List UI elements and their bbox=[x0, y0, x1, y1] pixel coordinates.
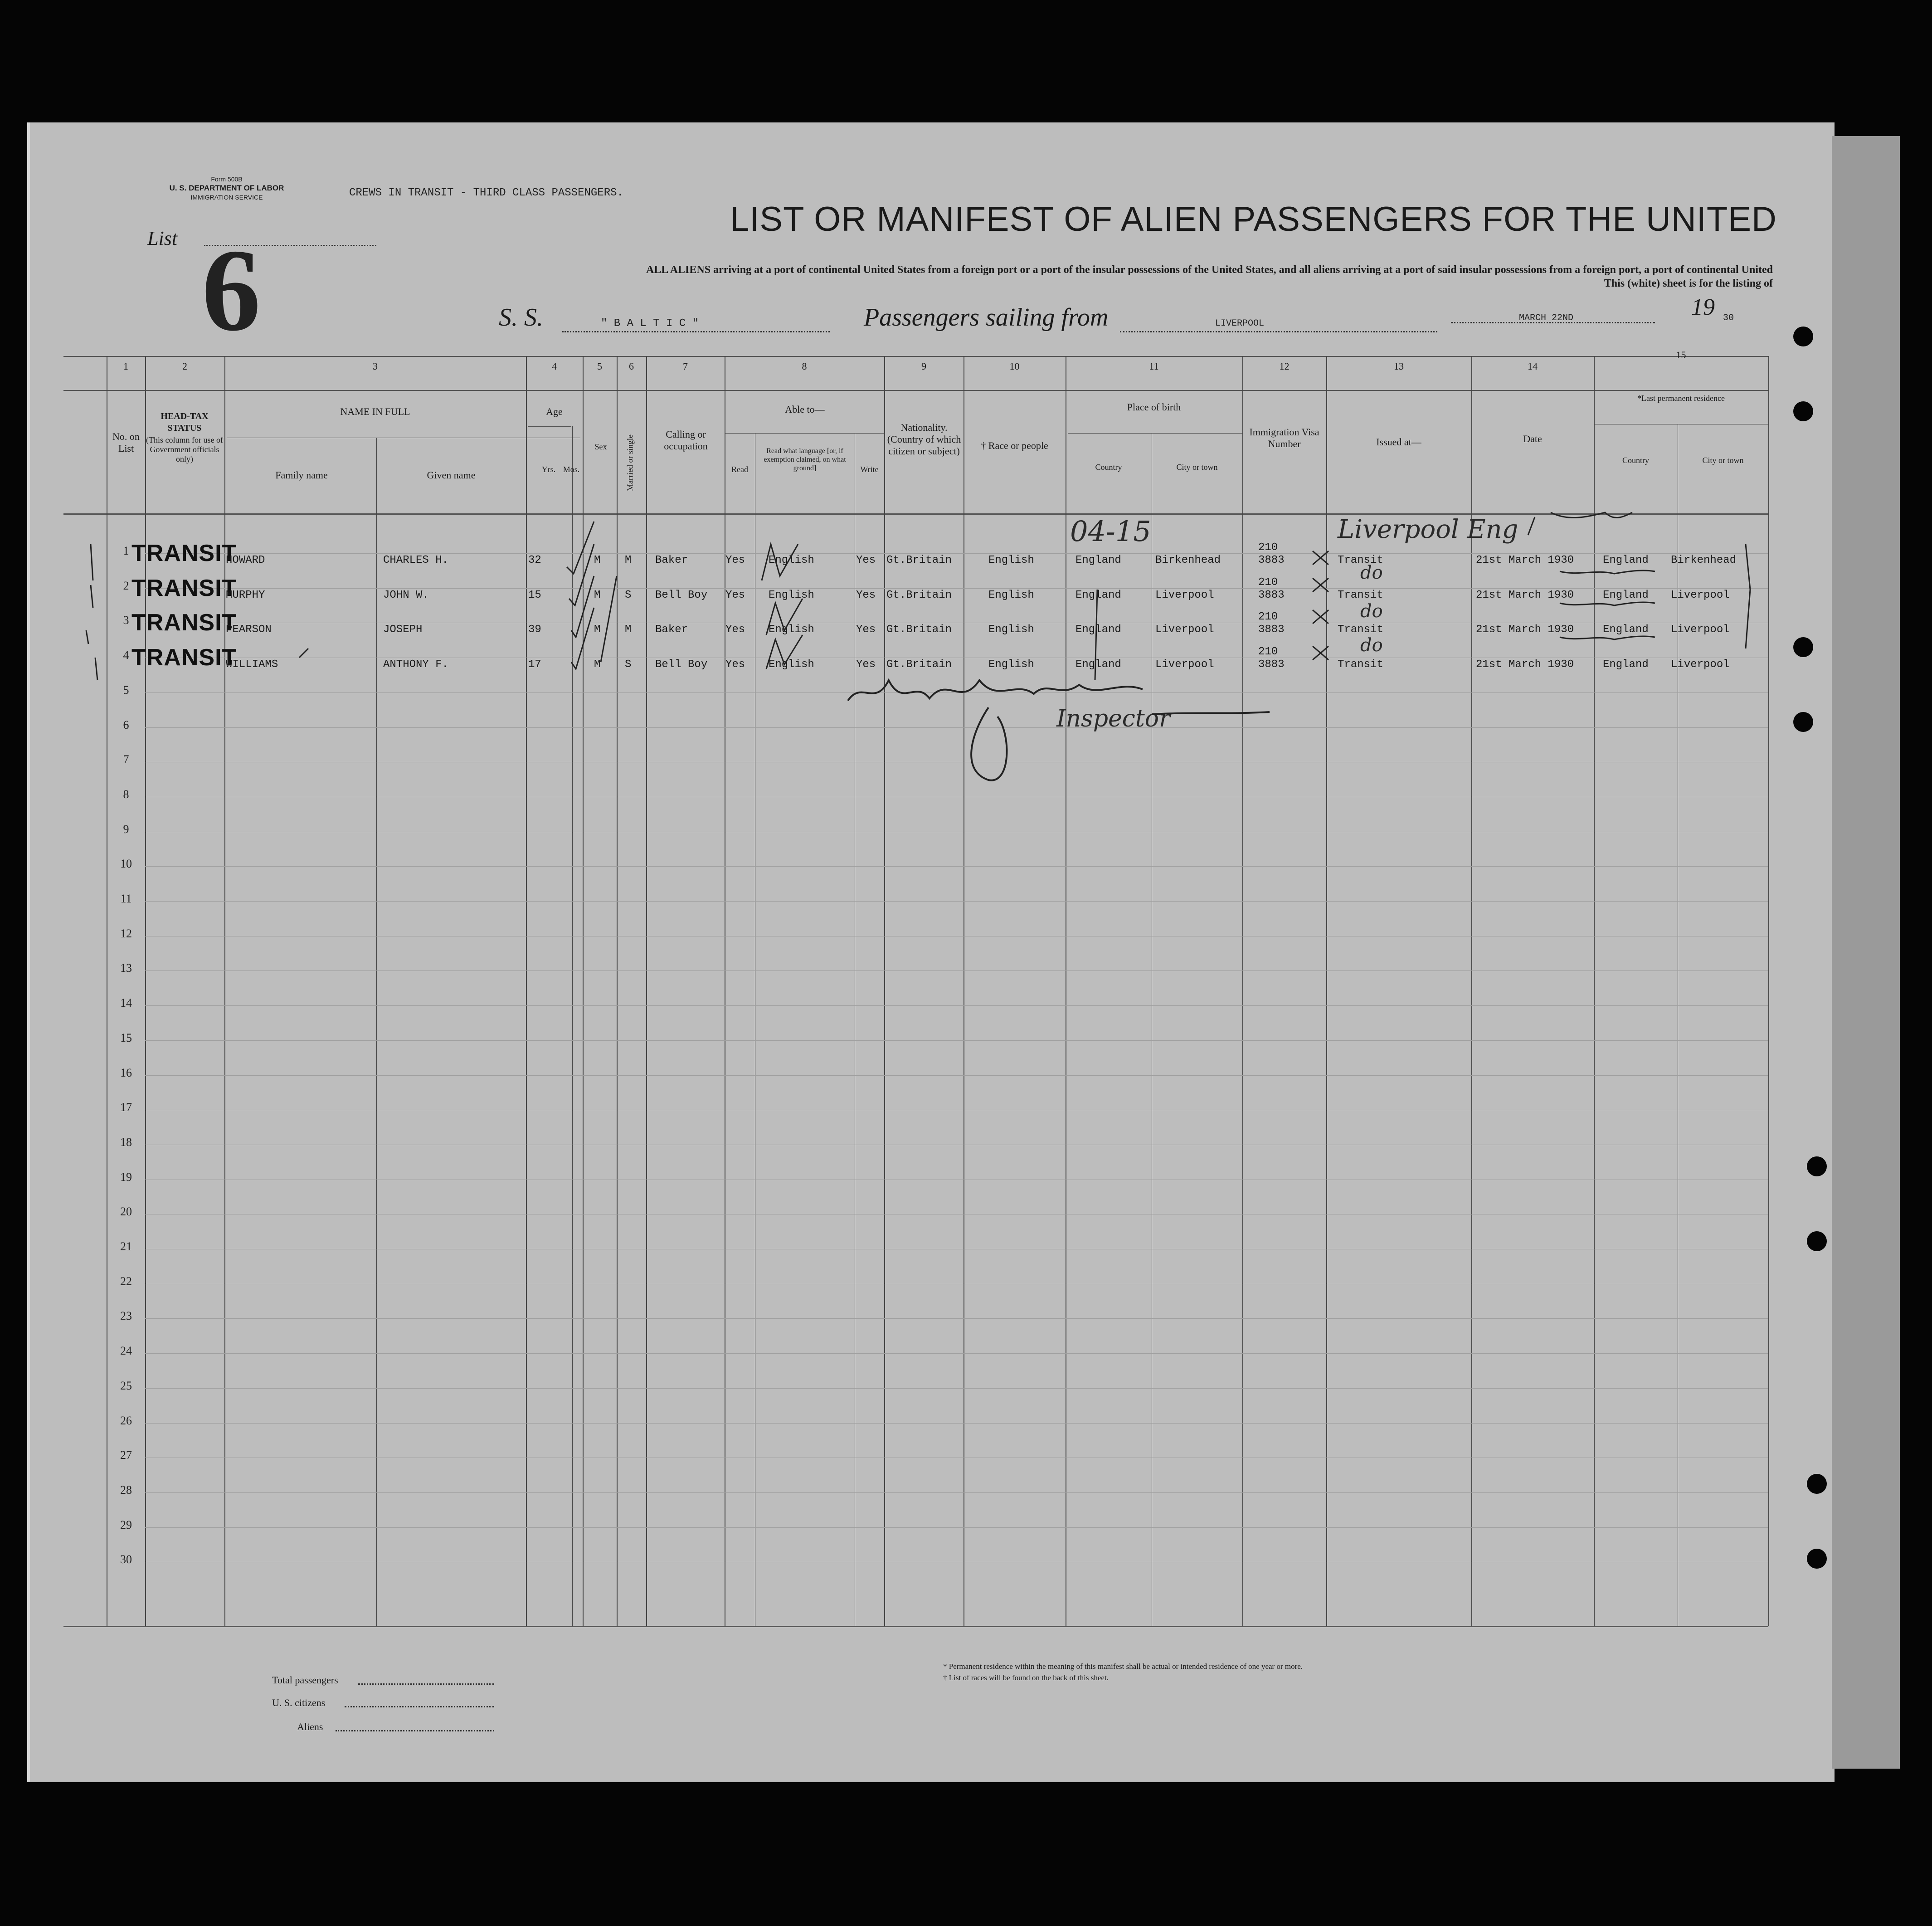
residence-country: England bbox=[1603, 624, 1649, 636]
occupation: Baker bbox=[655, 554, 688, 566]
row-number: 7 bbox=[123, 753, 129, 766]
birth-city: Liverpool bbox=[1155, 624, 1214, 636]
year-prefix: 19 bbox=[1691, 294, 1715, 320]
hdr-name-in-full: NAME IN FULL bbox=[340, 406, 410, 417]
row-number: 6 bbox=[123, 718, 129, 731]
colnum-3: 3 bbox=[373, 361, 378, 372]
ship-name: " B A L T I C " bbox=[601, 317, 699, 330]
row-number: 12 bbox=[120, 926, 132, 940]
sex: M bbox=[594, 624, 601, 636]
hdr-head-tax: HEAD-TAX STATUS bbox=[161, 411, 209, 433]
birth-city: Liverpool bbox=[1155, 658, 1214, 671]
read-language: English bbox=[769, 658, 814, 671]
issued-at: Transit bbox=[1338, 624, 1383, 636]
family-name: PEARSON bbox=[226, 624, 272, 636]
list-label: List bbox=[147, 227, 178, 249]
can-read: Yes bbox=[725, 589, 745, 601]
row-number: 21 bbox=[120, 1240, 132, 1253]
row-number: 10 bbox=[120, 857, 132, 871]
hdr-read-language: Read what language [or, if exemption claimed, on what ground] bbox=[764, 447, 846, 472]
signature-scrawl bbox=[848, 680, 1270, 780]
colnum-5: 5 bbox=[597, 361, 602, 372]
row-number: 22 bbox=[120, 1274, 132, 1288]
row-number: 26 bbox=[120, 1414, 132, 1427]
us-citizens-label: U. S. citizens bbox=[272, 1697, 326, 1708]
total-passengers-line bbox=[358, 1683, 494, 1685]
sex: M bbox=[594, 589, 601, 601]
tick-marks bbox=[86, 512, 1750, 680]
birth-city: Birkenhead bbox=[1155, 554, 1221, 566]
row-number: 20 bbox=[120, 1205, 132, 1219]
service: IMMIGRATION SERVICE bbox=[190, 194, 263, 201]
given-name: JOHN W. bbox=[383, 589, 429, 601]
race: English bbox=[988, 554, 1034, 566]
residence-city: Birkenhead bbox=[1671, 554, 1737, 566]
visa-number-top: 210 bbox=[1258, 646, 1278, 658]
sailing-label: Passengers sailing from bbox=[864, 303, 1109, 332]
hdr-issued-at: Issued at— bbox=[1376, 436, 1421, 448]
typed-note: CREWS IN TRANSIT - THIRD CLASS PASSENGERS. bbox=[349, 187, 623, 199]
handwritten-birth-note: 04-15 bbox=[1070, 515, 1151, 548]
hdr-able-to: Able to— bbox=[785, 404, 825, 415]
hdr-place-of-birth: Place of birth bbox=[1127, 401, 1181, 413]
visa-number: 3883 bbox=[1258, 624, 1285, 636]
birth-country: England bbox=[1075, 624, 1121, 636]
given-name: JOSEPH bbox=[383, 624, 423, 636]
row-number: 27 bbox=[120, 1448, 132, 1462]
sailing-date: MARCH 22ND bbox=[1519, 313, 1574, 323]
row-number: 15 bbox=[120, 1031, 132, 1044]
row-number: 28 bbox=[120, 1483, 132, 1497]
visa-date: 21st March 1930 bbox=[1476, 554, 1574, 566]
hdr-read: Read bbox=[731, 465, 748, 474]
row-number: 2 bbox=[123, 579, 129, 592]
colnum-2: 2 bbox=[182, 361, 187, 372]
age-years: 15 bbox=[528, 589, 541, 601]
issued-at: Transit bbox=[1338, 589, 1383, 601]
hdr-sex: Sex bbox=[594, 442, 607, 451]
colnum-14: 14 bbox=[1528, 361, 1538, 372]
handwritten-do-1: do bbox=[1360, 562, 1383, 583]
occupation: Bell Boy bbox=[655, 658, 708, 671]
can-read: Yes bbox=[725, 658, 745, 671]
colnum-12: 12 bbox=[1279, 361, 1290, 372]
marital-status: S bbox=[625, 589, 632, 601]
subtitle-line-2: This (white) sheet is for the listing of bbox=[1604, 278, 1773, 289]
race: English bbox=[988, 589, 1034, 601]
hdr-head-tax-note: (This column for use of Government officials only) bbox=[146, 435, 223, 463]
occupation: Bell Boy bbox=[655, 589, 708, 601]
hdr-res-country: Country bbox=[1622, 456, 1649, 465]
can-write: Yes bbox=[856, 554, 876, 566]
row-number: 30 bbox=[120, 1553, 132, 1566]
row-number: 1 bbox=[123, 544, 129, 557]
hdr-last-residence: *Last permanent residence bbox=[1637, 394, 1725, 403]
can-write: Yes bbox=[856, 589, 876, 601]
row-number: 18 bbox=[120, 1135, 132, 1149]
binder-hole bbox=[1807, 1474, 1827, 1494]
given-name: ANTHONY F. bbox=[383, 658, 449, 671]
hdr-birth-country: Country bbox=[1095, 463, 1122, 472]
transit-stamp: TRANSIT bbox=[131, 540, 237, 566]
nationality: Gt.Britain bbox=[886, 624, 952, 636]
age-years: 32 bbox=[528, 554, 541, 566]
aliens-label: Aliens bbox=[297, 1721, 323, 1732]
row-number: 29 bbox=[120, 1518, 132, 1531]
visa-number: 3883 bbox=[1258, 589, 1285, 601]
row-number: 25 bbox=[120, 1379, 132, 1392]
visa-date: 21st March 1930 bbox=[1476, 624, 1574, 636]
row-number: 14 bbox=[120, 996, 132, 1010]
age-years: 39 bbox=[528, 624, 541, 636]
residence-city: Liverpool bbox=[1671, 589, 1730, 601]
hdr-mos: Mos. bbox=[563, 465, 580, 474]
can-write: Yes bbox=[856, 624, 876, 636]
residence-country: England bbox=[1603, 658, 1649, 671]
given-name: CHARLES H. bbox=[383, 554, 449, 566]
subtitle-line-1: ALL ALIENS arriving at a port of continental United States from a foreign port or a port of the insular possessions of the United States, and all aliens arriving at a port of said insular possessions from a foreign port, a port of continental United bbox=[646, 264, 1773, 276]
hdr-age: Age bbox=[546, 406, 563, 417]
footnote-residence: * Permanent residence within the meaning of this manifest shall be actual or intended residence of one year or more. bbox=[943, 1662, 1303, 1671]
port-name: LIVERPOOL bbox=[1215, 318, 1265, 329]
visa-number: 3883 bbox=[1258, 554, 1285, 566]
birth-city: Liverpool bbox=[1155, 589, 1214, 601]
can-write: Yes bbox=[856, 658, 876, 671]
hdr-nationality: Nationality. (Country of which citizen or subject) bbox=[887, 422, 961, 457]
can-read: Yes bbox=[725, 554, 745, 566]
colnum-13: 13 bbox=[1394, 361, 1404, 372]
hdr-married: Married or single bbox=[625, 434, 635, 491]
hdr-birth-city: City or town bbox=[1176, 463, 1218, 472]
colnum-8: 8 bbox=[802, 361, 807, 372]
row-number: 16 bbox=[120, 1066, 132, 1079]
visa-date: 21st March 1930 bbox=[1476, 658, 1574, 671]
row-number: 24 bbox=[120, 1344, 132, 1358]
residence-country: England bbox=[1603, 589, 1649, 601]
handwritten-inspector: Inspector bbox=[1056, 705, 1170, 732]
birth-country: England bbox=[1075, 658, 1121, 671]
hdr-family-name: Family name bbox=[275, 469, 328, 481]
read-language: English bbox=[769, 554, 814, 566]
marital-status: M bbox=[625, 554, 632, 566]
row-number: 8 bbox=[123, 787, 129, 801]
handwritten-issued-note: Liverpool Eng bbox=[1338, 515, 1518, 544]
transit-stamp: TRANSIT bbox=[131, 575, 237, 601]
form-number: Form 500B bbox=[211, 176, 243, 183]
race: English bbox=[988, 658, 1034, 671]
read-language: English bbox=[769, 624, 814, 636]
manifest-title: LIST OR MANIFEST OF ALIEN PASSENGERS FOR THE UNITED bbox=[730, 200, 1777, 239]
family-name: MURPHY bbox=[226, 589, 265, 601]
row-number: 17 bbox=[120, 1101, 132, 1114]
colnum-10: 10 bbox=[1009, 361, 1020, 372]
colnum-11: 11 bbox=[1149, 361, 1159, 372]
visa-number-top: 210 bbox=[1258, 611, 1278, 624]
aliens-line bbox=[336, 1730, 494, 1731]
marital-status: M bbox=[625, 624, 632, 636]
row-number: 19 bbox=[120, 1170, 132, 1184]
visa-number: 3883 bbox=[1258, 658, 1285, 671]
colnum-1: 1 bbox=[123, 361, 128, 372]
binder-hole bbox=[1793, 637, 1813, 657]
us-citizens-line bbox=[345, 1706, 494, 1707]
list-number: 6 bbox=[202, 225, 261, 356]
sex: M bbox=[594, 554, 601, 566]
binder-hole bbox=[1793, 327, 1813, 346]
issued-at: Transit bbox=[1338, 554, 1383, 566]
total-passengers-label: Total passengers bbox=[272, 1674, 338, 1686]
year-suffix: 30 bbox=[1723, 313, 1734, 323]
row-number: 4 bbox=[123, 649, 129, 662]
family-name: WILLIAMS bbox=[226, 658, 278, 671]
hdr-write: Write bbox=[860, 465, 879, 474]
colnum-6: 6 bbox=[629, 361, 634, 372]
row-number: 9 bbox=[123, 822, 129, 836]
transit-stamp: TRANSIT bbox=[131, 644, 237, 671]
visa-number-top: 210 bbox=[1258, 541, 1278, 554]
hdr-res-city: City or town bbox=[1702, 456, 1744, 465]
colnum-7: 7 bbox=[683, 361, 688, 372]
row-number: 23 bbox=[120, 1309, 132, 1323]
issued-at: Transit bbox=[1338, 658, 1383, 671]
row-number: 11 bbox=[120, 892, 132, 905]
colnum-15: 15 bbox=[1676, 349, 1686, 361]
colnum-4: 4 bbox=[552, 361, 557, 372]
hdr-given-name: Given name bbox=[427, 469, 476, 481]
hdr-calling: Calling or occupation bbox=[664, 429, 708, 452]
hdr-race: † Race or people bbox=[981, 440, 1048, 451]
row-number: 13 bbox=[120, 961, 132, 975]
hdr-yrs: Yrs. bbox=[541, 465, 556, 474]
residence-city: Liverpool bbox=[1671, 624, 1730, 636]
binder-hole bbox=[1793, 712, 1813, 732]
marital-status: S bbox=[625, 658, 632, 671]
binder-hole bbox=[1793, 401, 1813, 421]
age-years: 17 bbox=[528, 658, 541, 671]
row-number: 5 bbox=[123, 683, 129, 697]
binder-hole bbox=[1807, 1549, 1827, 1569]
visa-date: 21st March 1930 bbox=[1476, 589, 1574, 601]
family-name: HOWARD bbox=[226, 554, 265, 566]
department: U. S. DEPARTMENT OF LABOR bbox=[169, 184, 284, 192]
ss-label: S. S. bbox=[499, 303, 543, 332]
nationality: Gt.Britain bbox=[886, 658, 952, 671]
handwritten-do-3: do bbox=[1360, 635, 1383, 656]
residence-country: England bbox=[1603, 554, 1649, 566]
handwritten-do-2: do bbox=[1360, 601, 1383, 622]
hdr-visa: Immigration Visa Number bbox=[1249, 426, 1319, 449]
occupation: Baker bbox=[655, 624, 688, 636]
residence-city: Liverpool bbox=[1671, 658, 1730, 671]
birth-country: England bbox=[1075, 589, 1121, 601]
can-read: Yes bbox=[725, 624, 745, 636]
binder-hole bbox=[1807, 1231, 1827, 1251]
read-language: English bbox=[769, 589, 814, 601]
hdr-date: Date bbox=[1523, 433, 1542, 444]
visa-number-top: 210 bbox=[1258, 576, 1278, 589]
sex: M bbox=[594, 658, 601, 671]
nationality: Gt.Britain bbox=[886, 554, 952, 566]
footnote-races: † List of races will be found on the back of this sheet. bbox=[943, 1673, 1109, 1682]
transit-stamp: TRANSIT bbox=[131, 609, 237, 636]
colnum-9: 9 bbox=[921, 361, 926, 372]
race: English bbox=[988, 624, 1034, 636]
binder-hole bbox=[1807, 1156, 1827, 1176]
hdr-no-on-list: No. on List bbox=[112, 431, 140, 454]
birth-country: England bbox=[1075, 554, 1121, 566]
row-number: 3 bbox=[123, 614, 129, 627]
nationality: Gt.Britain bbox=[886, 589, 952, 601]
